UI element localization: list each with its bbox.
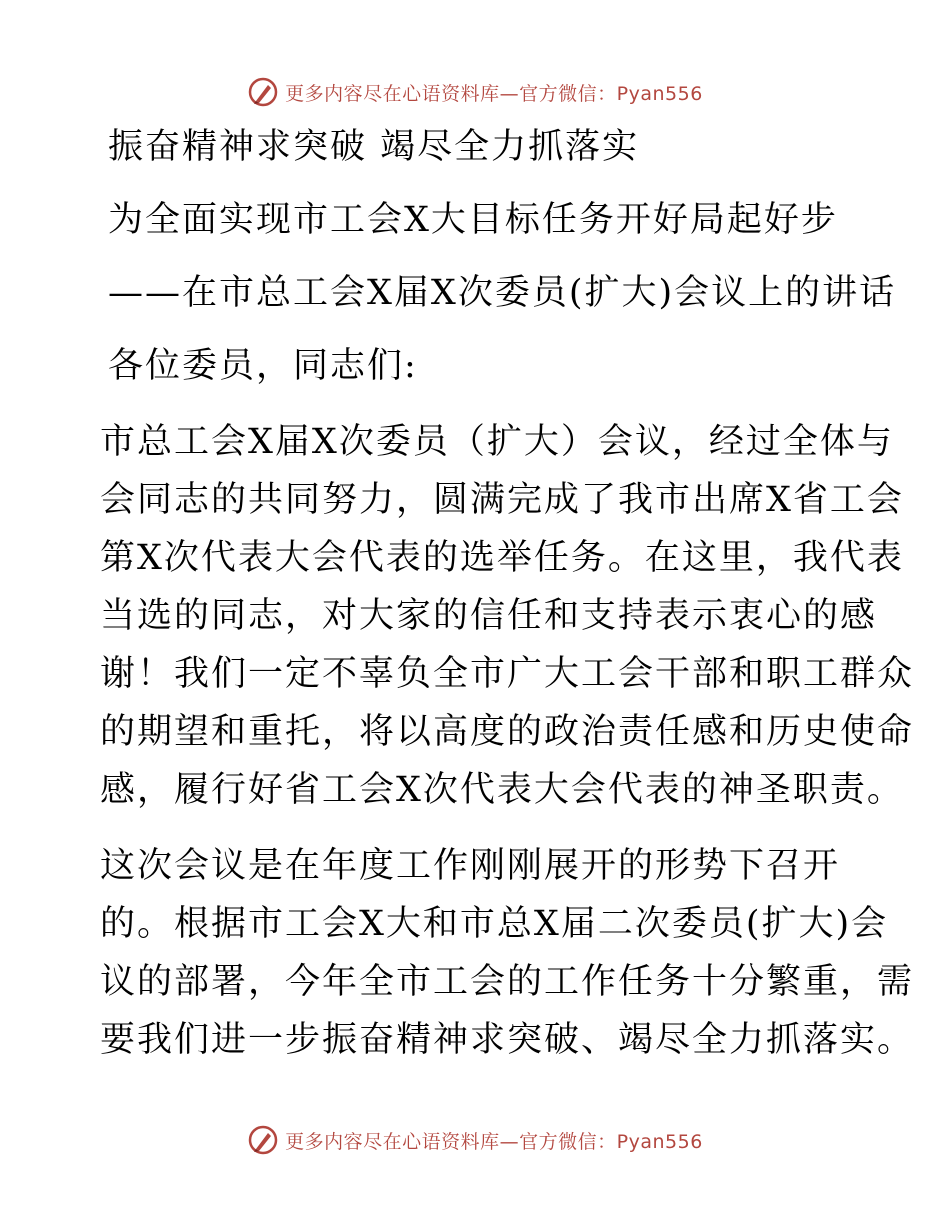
- paragraph-line: 市总工会X届X次委员（扩大）会议，经过全体与: [100, 422, 894, 462]
- paragraph-line: 会同志的共同努力，圆满完成了我市出席X省工会: [100, 480, 904, 520]
- pen-logo-icon: [247, 1124, 279, 1156]
- paragraph-line: 当选的同志，对大家的信任和支持表示衷心的感: [100, 596, 878, 636]
- watermark-footer: [0, 1120, 950, 1160]
- paragraph-line: 的期望和重托，将以高度的政治责任感和历史使命: [100, 712, 915, 752]
- salutation: 各位委员，同志们:: [108, 346, 418, 386]
- paragraph-line: 这次会议是在年度工作刚刚展开的形势下召开: [100, 846, 841, 886]
- document-title: 振奋精神求突破 竭尽全力抓落实: [108, 127, 640, 167]
- speech-occasion: ——在市总工会X届X次委员(扩大)会议上的讲话: [108, 273, 897, 313]
- watermark-text: 更多内容尽在心语资料库—官方微信：Pyan556: [285, 82, 703, 105]
- paragraph-line: 的。根据市工会X大和市总X届二次委员(扩大)会: [100, 904, 889, 944]
- document-subtitle: 为全面实现市工会X大目标任务开好局起好步: [108, 200, 838, 240]
- watermark-text: 更多内容尽在心语资料库—官方微信：Pyan556: [285, 1130, 703, 1153]
- pen-logo-icon: [247, 76, 279, 108]
- paragraph-line: 谢！我们一定不辜负全市广大工会干部和职工群众: [100, 654, 915, 694]
- paragraph-line: 议的部署，今年全市工会的工作任务十分繁重，需: [100, 962, 915, 1002]
- paragraph-line: 感，履行好省工会X次代表大会代表的神圣职责。: [100, 770, 904, 810]
- paragraph-line: 要我们进一步振奋精神求突破、竭尽全力抓落实。: [100, 1020, 915, 1060]
- watermark-header: [0, 72, 950, 112]
- paragraph-line: 第X次代表大会代表的选举任务。在这里，我代表: [100, 538, 904, 578]
